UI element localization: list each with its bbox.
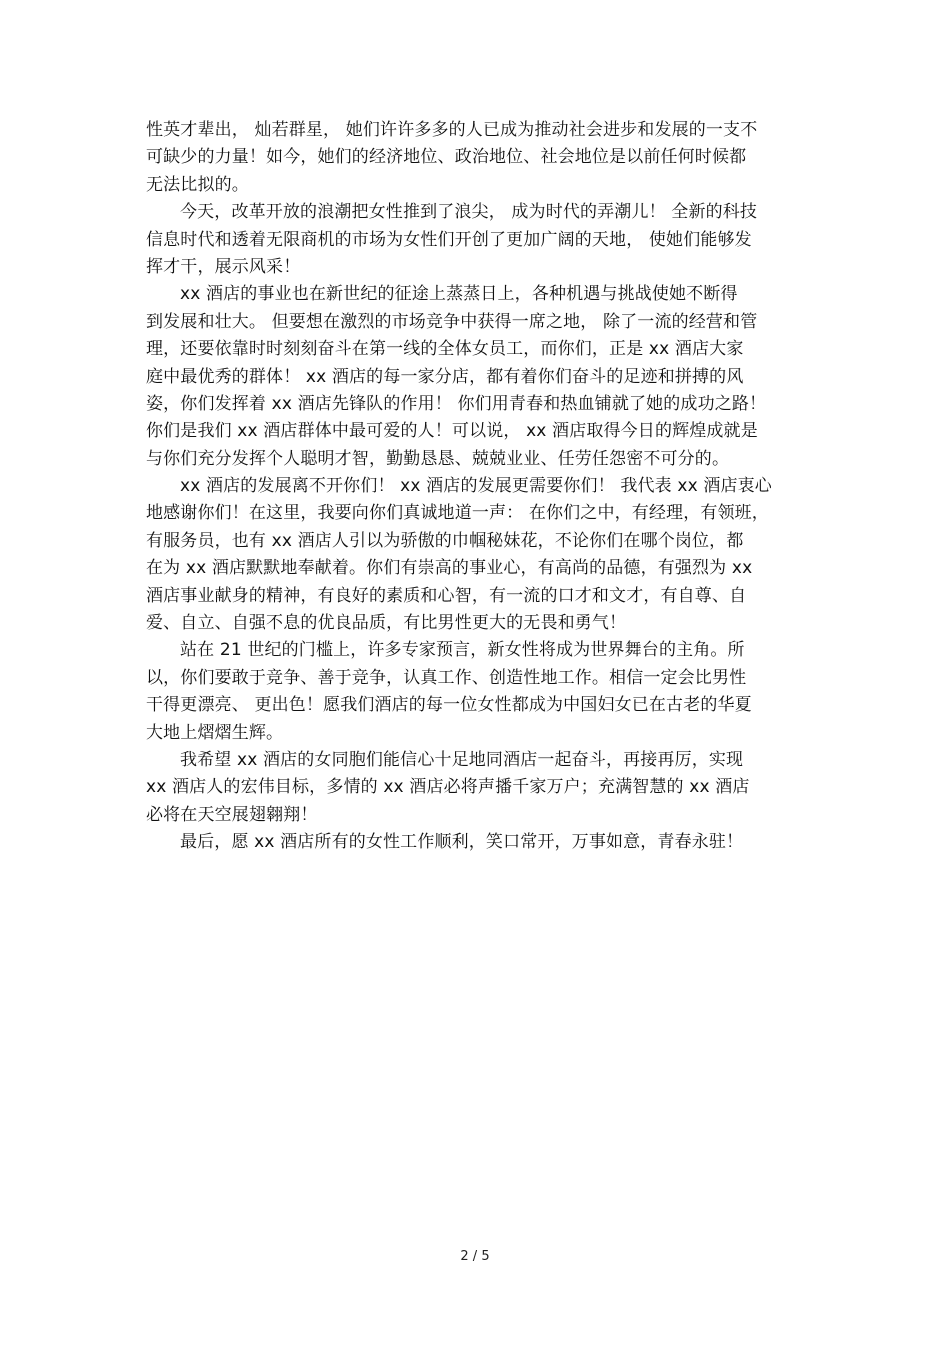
text-line: 信息时代和透着无限商机的市场为女性们开创了更加广阔的天地， 使她们能够发: [146, 229, 752, 250]
text-line: 无法比拟的。: [146, 174, 249, 195]
text-line: xx 酒店的发展离不开你们！ xx 酒店的发展更需要你们！ 我代表 xx 酒店衷心: [180, 476, 772, 497]
body-text: [146, 117, 816, 857]
text-line: 到发展和壮大。 但要想在激烈的市场竞争中获得一席之地， 除了一流的经营和管: [146, 311, 758, 332]
text-line: xx 酒店人的宏伟目标，多情的 xx 酒店必将声播千家万户；充满智慧的 xx 酒店: [146, 777, 750, 798]
text-line: 有服务员，也有 xx 酒店人引以为骄傲的巾帼秘妹花，不论你们在哪个岗位，都: [146, 530, 744, 551]
text-line: 理，还要依靠时时刻刻奋斗在第一线的全体女员工，而你们，正是 xx 酒店大家: [146, 339, 744, 360]
text-line: 必将在天空展翅翱翔！: [146, 804, 318, 825]
text-line: xx 酒店的事业也在新世纪的征途上蒸蒸日上，各种机遇与挑战使她不断得: [180, 284, 738, 305]
text-line: 可缺少的力量！如今，她们的经济地位、政治地位、社会地位是以前任何时候都: [146, 147, 747, 168]
text-line: 性英才辈出， 灿若群星， 她们许许多多的人已成为推动社会进步和发展的一支不: [146, 120, 758, 140]
text-line: 站在 21 世纪的门槛上，许多专家预言，新女性将成为世界舞台的主角。所: [180, 640, 745, 661]
text-line: 今天，改革开放的浪潮把女性推到了浪尖， 成为时代的弄潮儿！ 全新的科技: [180, 202, 758, 223]
text-line: 你们是我们 xx 酒店群体中最可爱的人！可以说， xx 酒店取得今日的辉煌成就是: [146, 421, 758, 442]
text-line: 大地上熠熠生辉。: [146, 722, 284, 743]
text-line: 最后，愿 xx 酒店所有的女性工作顺利，笑口常开，万事如意，青春永驻！: [180, 832, 744, 853]
text-line: 地感谢你们！在这里，我要向你们真诚地道一声： 在你们之中，有经理，有领班，: [146, 503, 769, 524]
text-line: 我希望 xx 酒店的女同胞们能信心十足地同酒店一起奋斗，再接再厉，实现: [180, 749, 744, 770]
text-line: 在为 xx 酒店默默地奉献着。你们有崇高的事业心，有高尚的品德，有强烈为 xx: [146, 558, 753, 579]
text-line: 与你们充分发挥个人聪明才智，勤勤恳恳、兢兢业业、任劳任怨密不可分的。: [146, 448, 730, 469]
text-line: 酒店事业献身的精神，有良好的素质和心智，有一流的口才和文才，有自尊、自: [146, 585, 747, 606]
text-line: 挥才干，展示风采！: [146, 256, 301, 277]
page-number: 2 / 5: [460, 1249, 490, 1264]
text-line: 庭中最优秀的群体！ xx 酒店的每一家分店，都有着你们奋斗的足迹和拼搏的风: [146, 366, 744, 387]
text-line: 以，你们要敢于竞争、善于竞争，认真工作、创造性地工作。相信一定会比男性: [146, 667, 747, 688]
text-line: 爱、自立、自强不息的优良品质，有比男性更大的无畏和勇气！: [146, 613, 627, 634]
text-line: 姿，你们发挥着 xx 酒店先锋队的作用！ 你们用青春和热血铺就了她的成功之路！: [146, 393, 767, 414]
text-line: 干得更漂亮、 更出色！愿我们酒店的每一位女性都成为中国妇女已在古老的华夏: [146, 695, 752, 716]
